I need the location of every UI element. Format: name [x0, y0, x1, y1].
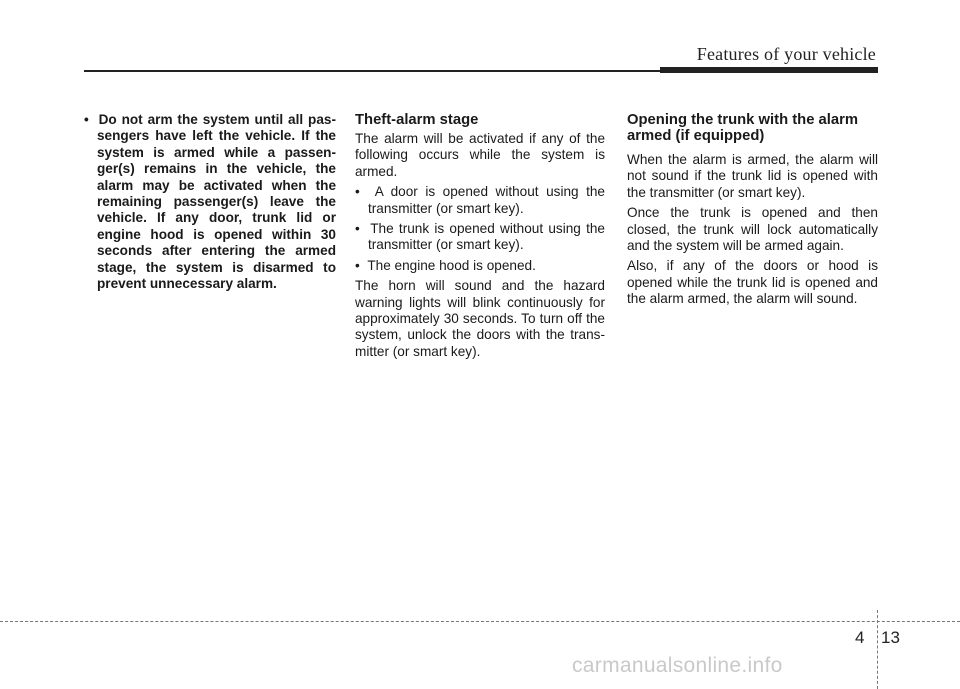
- bullet-glyph: •: [84, 112, 89, 127]
- page-number: 13: [881, 628, 900, 647]
- chapter-number: 4: [855, 628, 865, 647]
- page-number-divider: [877, 610, 878, 689]
- bullet-item: [355, 221, 605, 254]
- bullet-glyph: •: [355, 221, 360, 237]
- bullet-item: [355, 258, 605, 274]
- paragraph: Once the trunk is opened and then closed, the trunk will lock automatically and the system will be armed again.: [627, 205, 878, 254]
- bullet-text: The engine hood is opened.: [367, 257, 536, 273]
- watermark: carmanualsonline.info: [572, 654, 783, 677]
- warning-item: [84, 112, 336, 292]
- theft-alarm-section: [355, 112, 605, 364]
- trunk-section: [627, 112, 878, 312]
- bullet-glyph: •: [355, 184, 360, 200]
- paragraph: The alarm will be activated if any of the following occurs while the system is armed.: [355, 131, 605, 179]
- section-heading: Opening the trunk with the alarm armed (if equipped): [627, 112, 859, 144]
- bullet-text: The trunk is opened without using the transmitter (or smart key).: [368, 221, 605, 253]
- warning-text: Do not arm the system until all pas-sengers have left the vehicle. If the system is armed while a passen-ger(s) remains in the vehicle, the alarm may be activated when the remaining passenger(s) leave the vehicle. If any door, trunk lid or engine hood is opened within 30 seconds after entering the armed stage, the system is disarmed to prevent unnecessary alarm.: [97, 112, 336, 292]
- footer-rule: [0, 621, 960, 622]
- bullet-glyph: •: [355, 257, 360, 273]
- bullet-text: A door is opened without using the transmitter (or smart key).: [368, 184, 605, 216]
- bullet-item: [355, 184, 605, 217]
- paragraph: When the alarm is armed, the alarm will not sound if the trunk lid is opened with the transmitter (or smart key).: [627, 152, 878, 200]
- section-title: Features of your vehicle: [696, 44, 876, 64]
- paragraph: Also, if any of the doors or hood is opened while the trunk lid is opened and the alarm armed, the alarm will sound.: [627, 258, 878, 307]
- paragraph: The horn will sound and the hazard warning lights will blink continuously for approximately 30 seconds. To turn off the system, unlock the doors with the trans-mitter (or smart key).: [355, 278, 605, 359]
- warning-column: [84, 112, 336, 292]
- header-rule-accent: [660, 67, 878, 73]
- section-heading: Theft-alarm stage: [355, 112, 479, 128]
